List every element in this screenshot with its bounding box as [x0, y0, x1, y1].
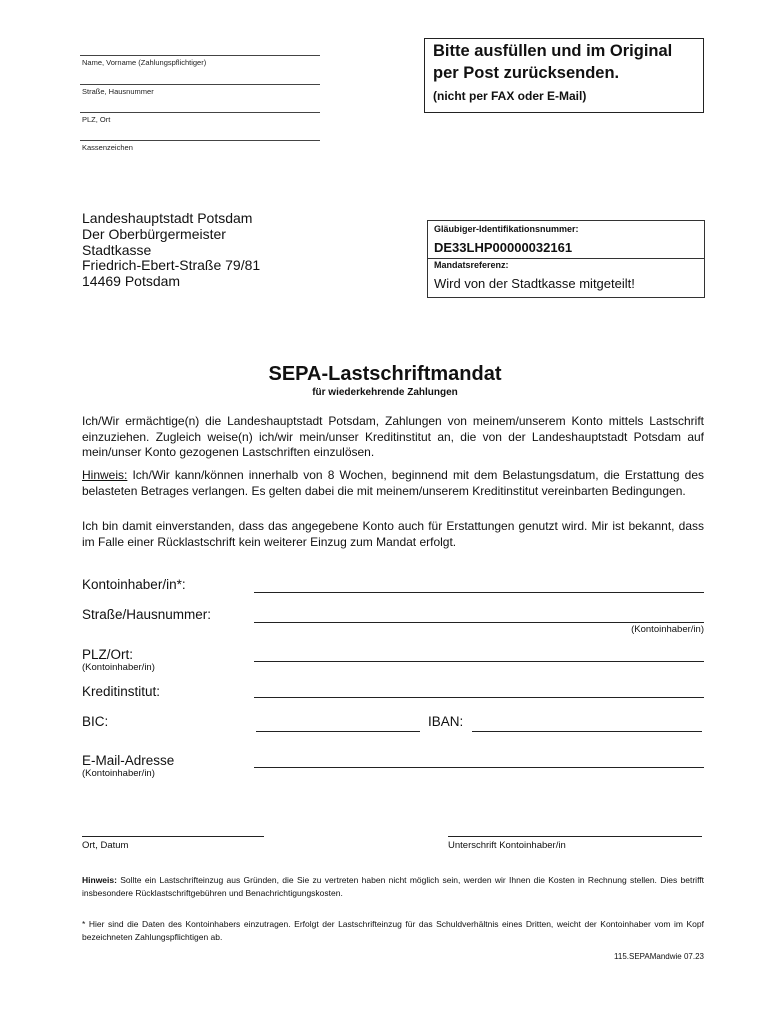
holder-field[interactable] — [254, 592, 704, 593]
notice-box — [424, 38, 704, 113]
notice-line1: Bitte ausfüllen und im Original — [433, 42, 673, 60]
hint-paragraph — [82, 468, 704, 499]
email-label: E-Mail-Adresse — [82, 753, 175, 768]
recipient-line-2: Der Oberbürgermeister — [82, 226, 226, 242]
mandate-box — [427, 257, 705, 298]
city-sub-label: (Kontoinhaber/in) — [82, 662, 155, 673]
recipient-line-4: Friedrich-Ebert-Straße 79/81 — [82, 257, 261, 273]
recipient-line-3: Stadtkasse — [82, 242, 152, 258]
page-subtitle: für wiederkehrende Zahlungen — [312, 387, 458, 398]
city-field[interactable] — [254, 661, 704, 662]
signature-label: Unterschrift Kontoinhaber/in — [448, 840, 566, 851]
sender-cash-line[interactable] — [80, 140, 320, 141]
mandate-paragraph: Ich/Wir ermächtige(n) die Landeshauptstadt Potsdam, Zahlungen von meinem/unserem Konto mittels Lastschrift einzuziehen. Zugleich weise(n) ich/wir mein/unser Kreditinstitut an, die von der Landeshauptstadt Potsdam auf mein/unser Konto gezogenen Lastschriften einzulösen. — [82, 414, 704, 459]
email-sub-label: (Kontoinhaber/in) — [82, 768, 155, 779]
sender-name-line[interactable] — [80, 55, 320, 56]
bic-label: BIC: — [82, 714, 109, 729]
footnote-hint-text: Sollte ein Lastschrifteinzug aus Gründen, die Sie zu vertreten haben nicht möglich sein, werden wir Ihnen die Kosten in Rechnung stellen. Dies betrifft insbesondere Rücklastschriftgebühren und Benachrichtigungskosten. — [82, 875, 704, 898]
creditor-id-value: DE33LHP00000032161 — [434, 240, 573, 255]
street-label: Straße/Hausnummer: — [82, 607, 212, 622]
footnote-hint-label: Hinweis: — [82, 875, 117, 885]
form-reference: 115.SEPAMandwie 07.23 — [614, 952, 704, 961]
bank-label: Kreditinstitut: — [82, 684, 161, 699]
sender-name-label: Name, Vorname (Zahlungspflichtiger) — [82, 58, 207, 67]
mandate-label: Mandatsreferenz: — [434, 260, 509, 270]
sender-cash-label: Kassenzeichen — [82, 143, 133, 152]
sender-city-label: PLZ, Ort — [82, 115, 111, 124]
mandate-value: Wird von der Stadtkasse mitgeteilt! — [434, 276, 635, 291]
bic-field[interactable] — [256, 731, 420, 732]
hint-label: Hinweis: — [82, 468, 128, 482]
notice-line3: (nicht per FAX oder E-Mail) — [433, 89, 587, 103]
place-date-field[interactable] — [82, 836, 264, 837]
bank-field[interactable] — [254, 697, 704, 698]
footnote-holder: * Hier sind die Daten des Kontoinhabers einzutragen. Erfolgt der Lastschrifteinzug für das Schuldverhältnis eines Dritten, weicht der Kontoinhaber vom im Kopf bezeichneten Zahlungspflichtigen ab. — [82, 919, 704, 942]
signature-field[interactable] — [448, 836, 702, 837]
email-field[interactable] — [254, 767, 704, 768]
creditor-id-label: Gläubiger-Identifikationsnummer: — [434, 224, 579, 234]
sender-street-line[interactable] — [80, 84, 320, 85]
sender-city-line[interactable] — [80, 112, 320, 113]
consent-paragraph: Ich bin damit einverstanden, dass das angegebene Konto auch für Erstattungen genutzt wird. Mir ist bekannt, dass im Falle einer Rücklastschrift kein weiterer Einzug zum Mandat erfolgt. — [82, 519, 704, 549]
hint-text: Ich/Wir kann/können innerhalb von 8 Wochen, beginnend mit dem Belastungsdatum, die Erstattung des belasteten Betrages verlangen. Es gelten dabei die mit meinem/unserem Kreditinstitut vereinbarten Bedingungen. — [82, 468, 704, 498]
street-note: (Kontoinhaber/in) — [631, 624, 704, 635]
recipient-line-5: 14469 Potsdam — [82, 273, 181, 289]
creditor-id-box — [427, 220, 705, 259]
notice-line2: per Post zurücksenden. — [433, 64, 620, 82]
iban-field[interactable] — [472, 731, 702, 732]
recipient-line-1: Landeshauptstadt Potsdam — [82, 210, 253, 226]
iban-label: IBAN: — [428, 714, 464, 729]
city-label: PLZ/Ort: — [82, 647, 134, 662]
footnote-hint — [82, 874, 704, 899]
place-date-label: Ort, Datum — [82, 840, 129, 851]
page-title: SEPA-Lastschriftmandat — [268, 363, 502, 385]
street-field[interactable] — [254, 622, 704, 623]
holder-label: Kontoinhaber/in*: — [82, 577, 186, 592]
sender-street-label: Straße, Hausnummer — [82, 87, 154, 96]
